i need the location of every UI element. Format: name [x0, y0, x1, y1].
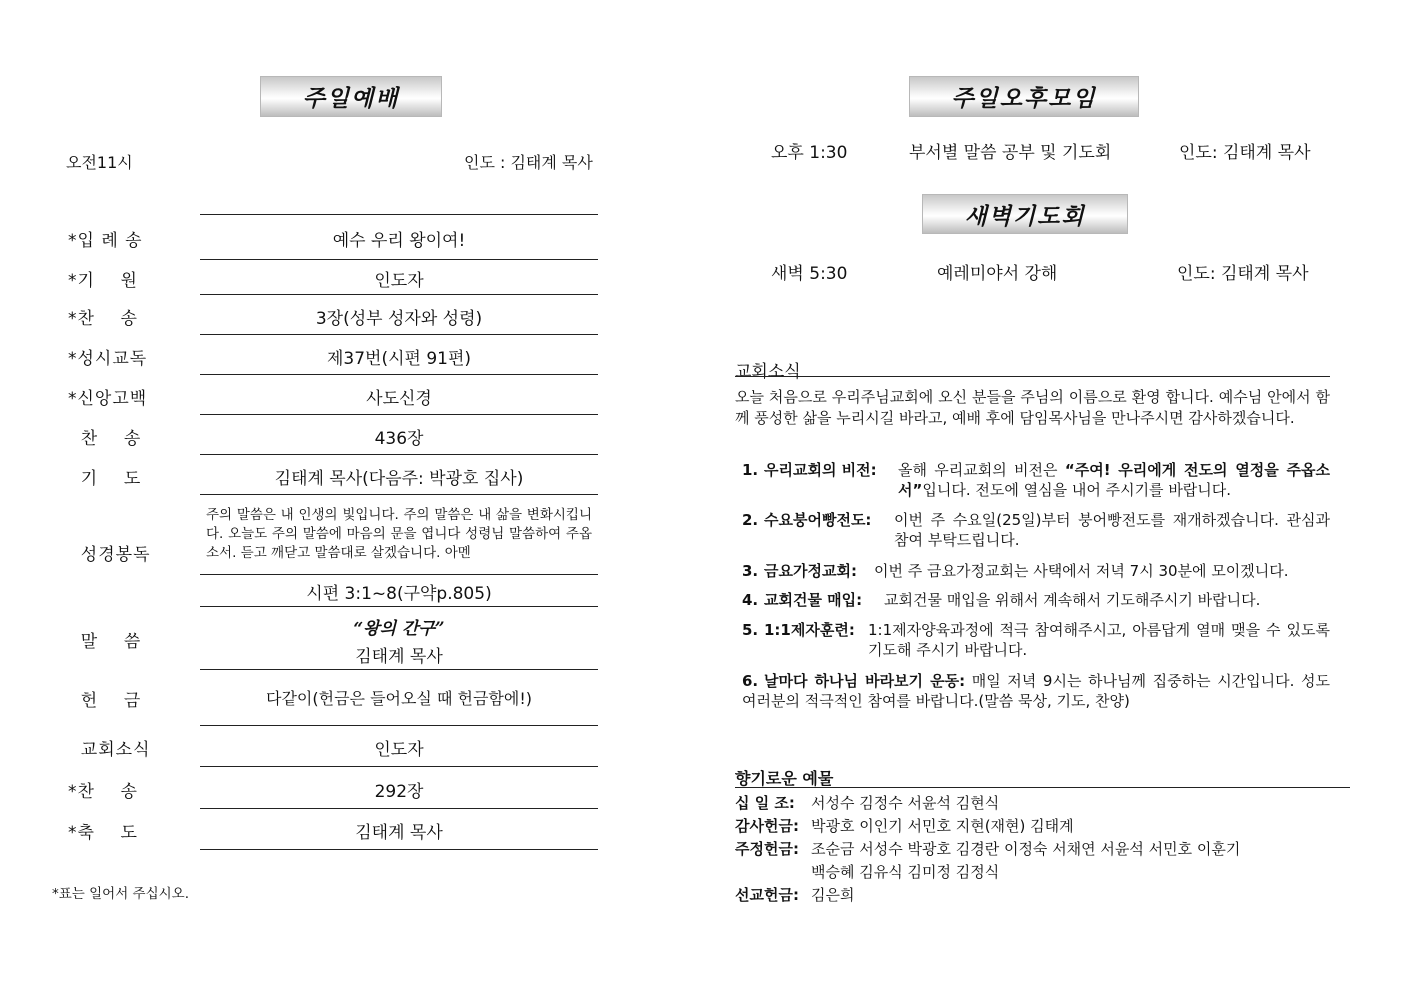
row-content: 292장 [374, 782, 424, 802]
row-divider [200, 808, 598, 809]
news-item [742, 671, 1330, 713]
row-label: *찬 송 [68, 782, 138, 802]
row-label: *기 원 [68, 271, 138, 291]
offering-row [735, 792, 999, 814]
standing-footnote: *표는 일어서 주십시오. [52, 886, 189, 902]
row-divider [200, 669, 598, 670]
row-content: 인도자 [374, 271, 424, 291]
row-label: *신앙고백 [68, 389, 148, 409]
row-divider [200, 414, 598, 415]
row-divider [200, 259, 598, 260]
afternoon-meeting-banner: 주일오후모임 [909, 76, 1139, 117]
news-label: 금요가정교회: [764, 562, 857, 580]
row-content: 다같이(헌금은 들어오실 때 헌금함에!) [266, 689, 532, 708]
row-divider [200, 574, 598, 575]
dawn-activity: 예레미야서 강해 [937, 264, 1058, 284]
afternoon-leader: 인도: 김태계 목사 [1179, 143, 1311, 163]
row-content: 인도자 [374, 740, 424, 760]
afternoon-time: 오후 1:30 [771, 143, 848, 163]
news-content: 1:1제자양육과정에 적극 참여해주시고, 아름답게 열매 맺을 수 있도록 기도해 주시기 바랍니다. [868, 621, 1330, 659]
offering-names: 조순금 서성수 박광호 김경란 이정숙 서채연 서윤석 서민호 이훈기 [811, 840, 1241, 858]
row-content: 김태계 목사(다음주: 박광호 집사) [274, 469, 524, 489]
offering-row [735, 815, 1074, 837]
row-label: 말 씀 [68, 632, 142, 652]
news-item [742, 620, 1330, 662]
dawn-time: 새벽 5:30 [771, 264, 848, 284]
news-number: 4. [742, 591, 759, 609]
sermon-preacher: 김태계 목사 [355, 647, 443, 667]
sunday-worship-banner: 주일예배 [260, 76, 442, 117]
news-content: 교회건물 매입을 위해서 계속해서 기도해주시기 바랍니다. [884, 591, 1261, 609]
scripture-prayer: 주의 말씀은 내 인생의 빛입니다. 주의 말씀은 내 삶을 변화시킵니다. 오늘도 주의 말씀에 마음의 문을 엽니다 성령님 말씀하여 주옵소서. 듣고 깨닫고 말씀대로 살겠습니다. 아멘 [206, 507, 592, 561]
news-item [742, 510, 1330, 552]
section-rule [735, 376, 1330, 377]
offering-type: 십 일 조: [735, 794, 795, 812]
news-number: 1. [742, 461, 759, 479]
news-item [742, 561, 1330, 583]
dawn-prayer-banner: 새벽기도회 [922, 194, 1128, 234]
offering-type: 선교헌금: [735, 886, 799, 904]
news-content: 매일 저녁 9시는 하나님께 집중하는 시간입니다. 성도 여러분의 적극적인 참여를 바랍니다.(말씀 묵상, 기도, 찬양) [742, 672, 1331, 710]
offering-type: 감사헌금: [735, 817, 799, 835]
sermon-title: “왕의 간구” [353, 619, 445, 639]
offering-row [735, 884, 854, 906]
row-content: 예수 우리 왕이여! [332, 231, 466, 251]
row-divider [200, 494, 598, 495]
row-content: 사도신경 [366, 389, 432, 409]
news-content: 올해 우리교회의 비전은 “주여! 우리에게 전도의 열정을 주옵소서”입니다. 전도에 열심을 내어 주시기를 바랍니다. [898, 461, 1330, 499]
row-divider [200, 214, 598, 215]
news-item [742, 460, 1330, 502]
news-label: 우리교회의 비전: [764, 461, 877, 479]
row-content: 3장(성부 성자와 성령) [315, 309, 483, 329]
news-label: 수요붕어빵전도: [764, 511, 872, 529]
row-divider [200, 766, 598, 767]
row-divider [200, 334, 598, 335]
row-label: *성시교독 [68, 349, 148, 369]
news-label: 교회건물 매입: [764, 591, 863, 609]
row-divider [200, 725, 598, 726]
row-label: 교회소식 [68, 740, 151, 760]
news-label: 날마다 하나님 바라보기 운동: [764, 672, 966, 690]
offering-row [735, 838, 1240, 860]
row-divider [200, 849, 598, 850]
row-label: 기 도 [68, 469, 142, 489]
row-label: 헌 금 [68, 691, 142, 711]
row-label: *입 례 송 [68, 231, 143, 251]
worship-time: 오전11시 [66, 153, 133, 172]
row-content: 김태계 목사 [355, 823, 443, 843]
offerings-title: 향기로운 예물 [735, 769, 834, 788]
row-divider [200, 294, 598, 295]
row-divider [200, 374, 598, 375]
worship-leader: 인도 : 김태계 목사 [464, 153, 593, 172]
row-content: 436장 [374, 429, 424, 449]
offering-names: 김은희 [811, 886, 855, 904]
news-content: 이번 주 금요가정교회는 사택에서 저녁 7시 30분에 모이겠니다. [874, 562, 1289, 580]
news-number: 2. [742, 511, 759, 529]
afternoon-activity: 부서별 말씀 공부 및 기도회 [909, 143, 1112, 163]
scripture-passage: 시편 3:1~8(구약p.805) [306, 584, 492, 604]
row-divider [200, 454, 598, 455]
row-label: *축 도 [68, 823, 138, 843]
row-label: *찬 송 [68, 309, 138, 329]
row-label: 성경봉독 [68, 545, 151, 565]
news-label: 1:1제자훈련: [764, 621, 855, 639]
dawn-leader: 인도: 김태계 목사 [1177, 264, 1309, 284]
offering-names: 백승혜 김유식 김미정 김정식 [811, 863, 1000, 881]
offering-row [735, 861, 999, 883]
row-label: 찬 송 [68, 429, 142, 449]
row-divider [200, 606, 598, 607]
row-content: 제37번(시편 91편) [326, 349, 472, 369]
church-news-title: 교회소식 [735, 362, 801, 382]
news-number: 5. [742, 621, 759, 639]
news-item [742, 590, 1330, 612]
offering-names: 서성수 김정수 서윤석 김현식 [811, 794, 1000, 812]
section-rule [735, 787, 1350, 788]
news-number: 6. [742, 672, 759, 690]
welcome-paragraph: 오늘 처음으로 우리주님교회에 오신 분들을 주님의 이름으로 환영 합니다. 예수님 안에서 함께 풍성한 삶을 누리시길 바라고, 예배 후에 담임목사님을 만나주시면 감사하겠습니다. [735, 388, 1330, 427]
offering-type: 주정헌금: [735, 840, 799, 858]
news-number: 3. [742, 562, 759, 580]
news-content: 이번 주 수요일(25일)부터 붕어빵전도를 재개하겠습니다. 관심과 참여 부탁드립니다. [894, 511, 1330, 549]
offering-names: 박광호 이인기 서민호 지현(재현) 김태계 [811, 817, 1074, 835]
